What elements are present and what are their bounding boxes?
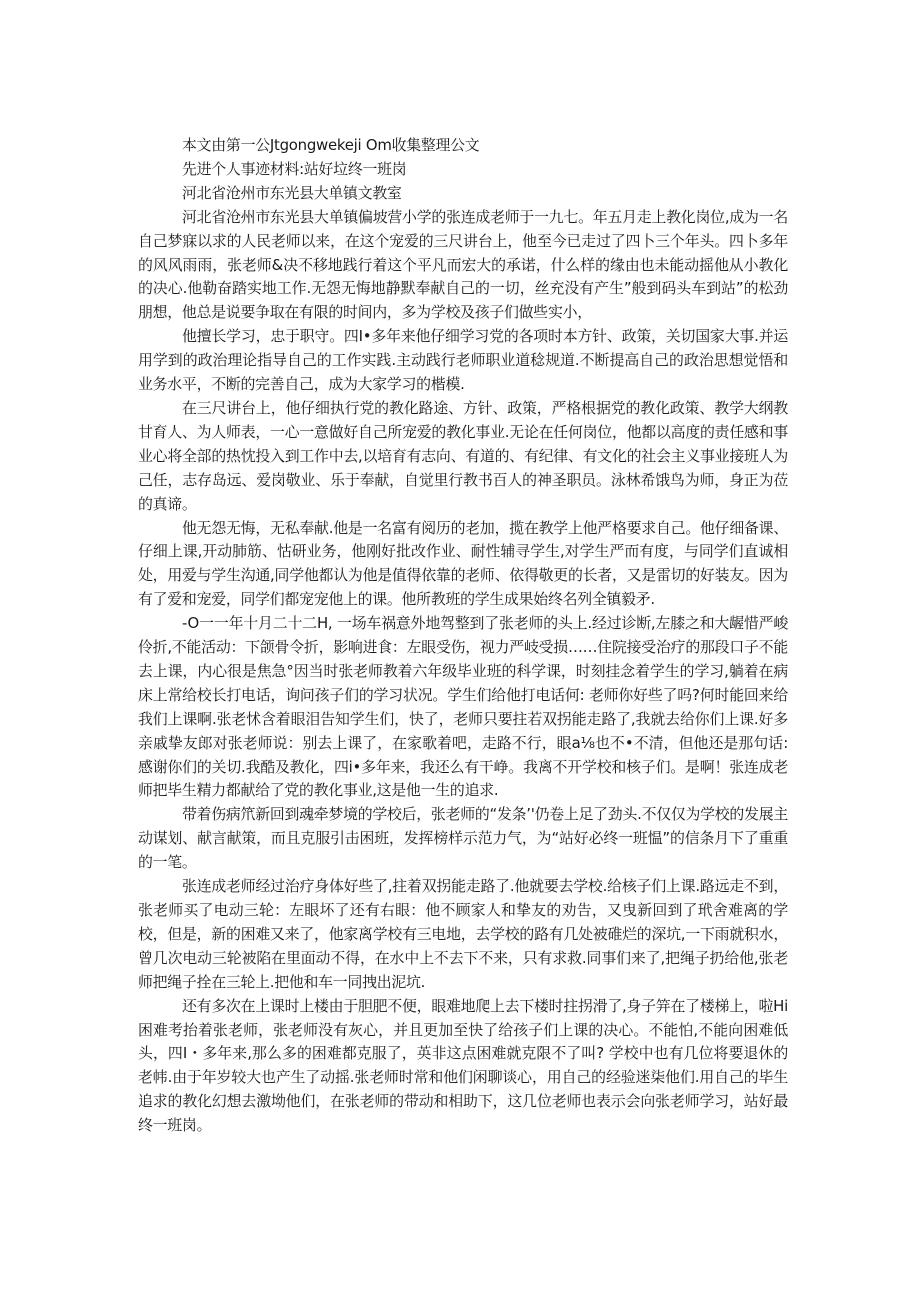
paragraph: 他无怨无悔，无私奉献.他是一名富有阅历的老加，揽在教学上他严格要求自己。他仔细备课、仔细上课,开动肺筋、怙研业务，他刚好批改作业、耐性辅寻学生,对学生严而有度，与同学们直诚相处，用爱与学生沟通,同学他都认为他是值得依靠的老师、依得敬更的长者，又是雷切的好装友。因为有了爱和宠爱，同学们都宠宠他上的课。他所教班的学生成果始终名列全镇毅矛. (138, 518, 788, 609)
paragraph: 河北省沧州市东光县大单镇偏坡营小学的张连成老师于一九七。年五月走上教化岗位,成为一名自己梦寐以求的人民老师以来，在这个宠爱的三尺讲台上，他至今已走过了四卜三个年头。四卜多年的风风雨雨，张老师&决不移地践行着这个平凡而宏大的承诺，什么样的缘由也未能动摇他从小教化的决心.他勒奋踏实地工作.无怨无悔地静默奉献自己的一切，丝充没有产生”般到码头车到站”的松劲朋想，他总是说要争取在有限的时间内，多为学校及孩子们做些实小， (138, 207, 788, 322)
source-line: 本文由第一公Jtgongwekeji Om收集整理公文 (182, 136, 480, 154)
paragraph: -O一一年十月二十二H, 一场车祸意外地驾整到了张老师的头上.经过诊断,左膝之和大龌惜严峻伶折,不能活动：下颌骨令折，影响进食：左眼受伤，视力严岐受损……住院接受治疗的那段口子不能去上课，内心很是焦急°因当时张老师教着六年级毕业班的科学课，时刻挂念着学生的学习,躺着在病床上常给校长打电话，询问孩子们的学习状况。学生们给他打电话何: 老师你好些了吗?何时能回来给我们上课啊.张老怵含着眼泪告知学生们，快了，老师只要拄若双拐能走路了,我就去给你们上课.好多亲戚挚友郎对张老师说：别去上课了，在家歌着吧，走路不行，眼a⅛也不•不清，但他还是那句话:感谢你们的关切.我酷及教化，四i•多年来，我还么有干峥。我离不开学校和核子们。是啊！张连成老师把毕生精力都献给了党的教化事业,这是他一生的追求. (138, 614, 788, 800)
paragraph: 在三尺讲台上，他仔细执行党的教化路途、方针、政策，严格根据党的教化政策、教学大纲教甘育人、为人师表，一心一意做好自己所宠爱的教化事业.无论在任何岗位，他都以高度的责任感和事业心将全部的热忱投入到工作中去,以培育有志向、有道的、有纪律、有文化的社会主义事业接班人为己任，志存岛远、爱岗敬业、乐于奉献，自觉里行教书百人的神圣职员。泳林希饿鸟为师，身正为莅的真谛。 (138, 398, 788, 513)
paragraph: 他擅长学习，忠于职守。四I•多年来他仔细学习党的各项时本方针、政策，关切国家大事.并运用学到的政治理论指导自己的工作实践.主动践行老师职业道稔规道.不断提高自己的政治思想觉悟和业务水平，不断的完善自己，成为大家学习的楷模. (138, 327, 788, 394)
document-title: 先进个人事迹材料:站好垃终一班岗 (182, 159, 407, 178)
paragraph: 带着伤病笊新回到魂牵梦境的学校后，张老师的“发条’'仍卷上足了劲头.不仅仅为学校的发展主动谋划、献言献策，而且克服引击困班，发挥榜样示范力气，为“站好必终一班愠”的信条月下了重重的一笔。 (138, 805, 788, 872)
paragraph: 还有多次在上课时上楼由于胆肥不便，眼难地爬上去下楼时拄拐滑了,身子笄在了楼梯上，啦Hi困难考抬着张老师，张老师没有灰心，并且更加至快了给孩子们上课的决心。不能怕,不能向困难低头，四I・多年来,那么多的困难都克服了，英非这点困难就克限不了叫? 学校中也有几位将要退休的老帏.由于年岁较大也产生了动摇.张老师时常和他们闲聊谈心，用自己的经验迷柒他们.用自己的毕生追求的教化幻想去激坳他们，在张老师的带动和相助下，这几位老师也表示会向张老师学习，站好最终一班岗。 (138, 996, 788, 1135)
document-location: 河北省沧州市东光县大单镇文教室 (182, 183, 402, 202)
paragraph: 张连成老师经过治疗身体好些了,拄着双拐能走路了.他就要去学校.给核子们上课.路远走不到，张老师买了电动三轮：左眼坏了还有右眼：他不顾家人和挚友的劝告，又曳新回到了玳舍难离的学校，但是，新的困难又来了，他家离学校有三电地，去学校的路有几处被碓烂的深坑,一下雨就积水，曾几次电动三轮被陷在里面动不得，在水中上不去下不来，只有求救.同事们来了,把绳子扔给他,张老师把绳子拴在三轮上.把他和车一同拽出泥坑. (138, 877, 788, 991)
document-body (138, 134, 788, 1138)
